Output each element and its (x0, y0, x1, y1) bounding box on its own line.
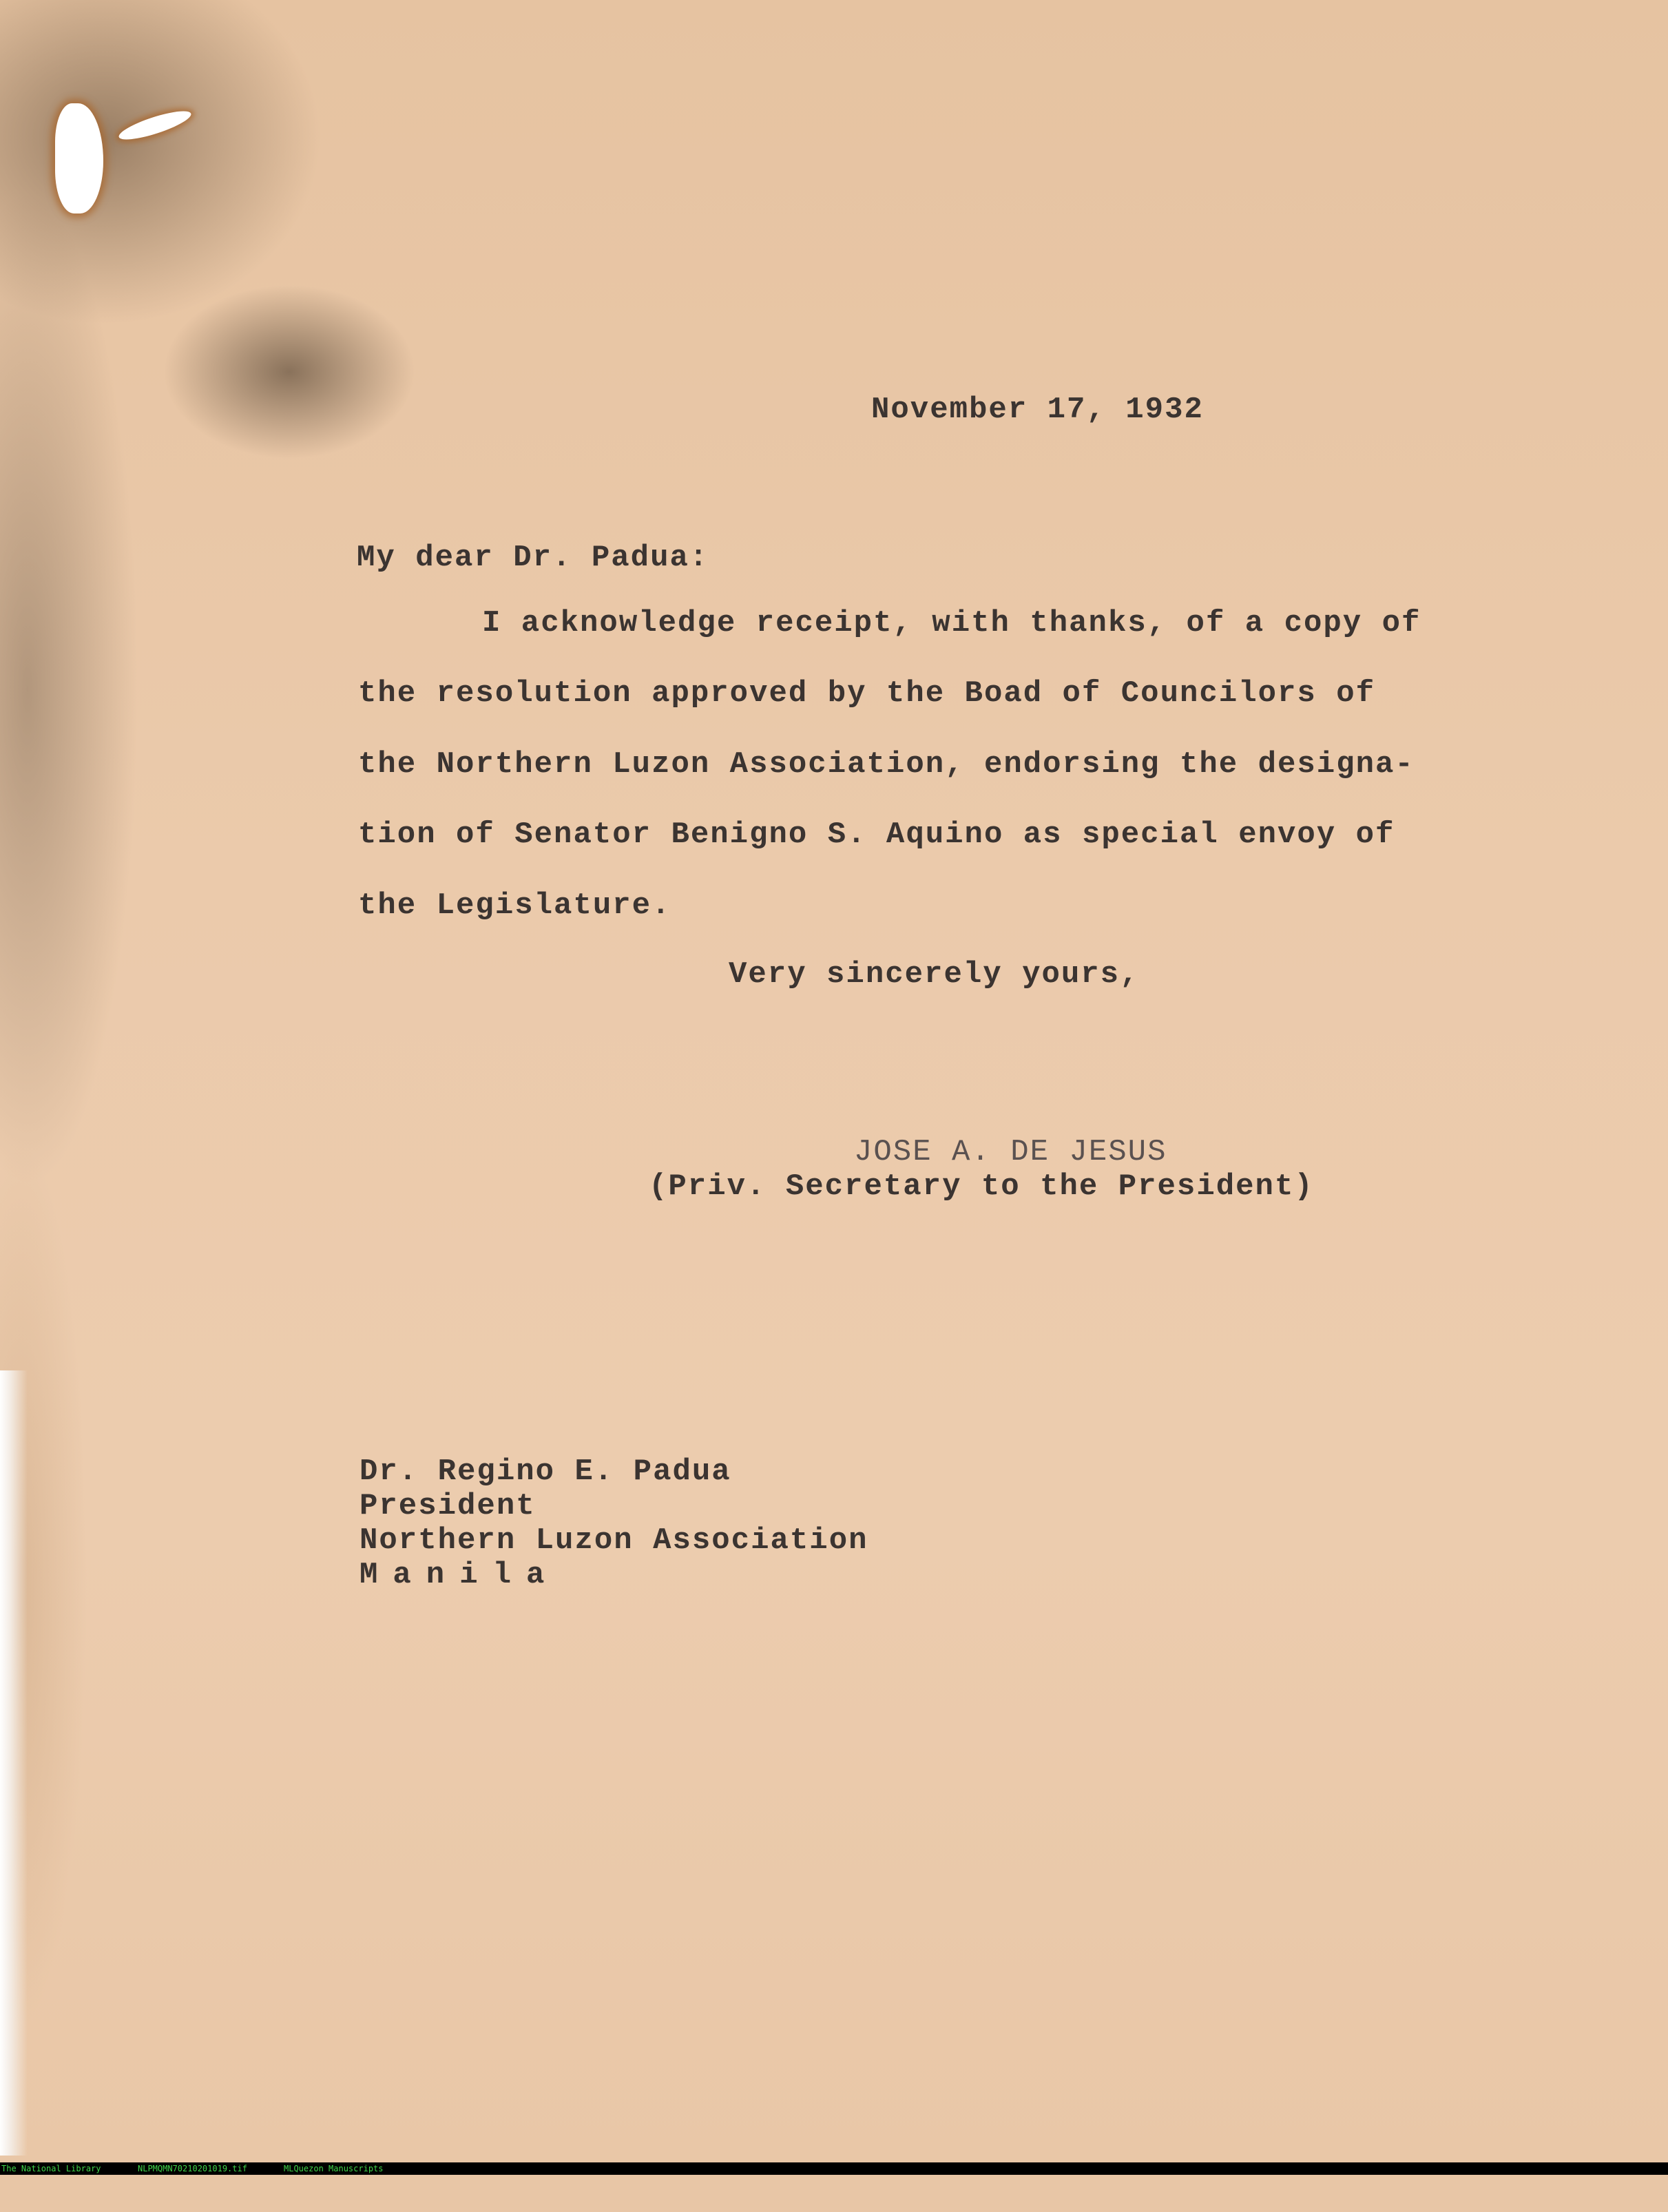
body-line-2: the resolution approved by the Boad of Councilors of (358, 676, 1376, 711)
burn-hole-stain (55, 103, 103, 213)
address-line-2: President (359, 1489, 536, 1523)
body-line-3: the Northern Luzon Association, endorsing the designa- (358, 747, 1415, 782)
salutation: My dear Dr. Padua: (357, 541, 709, 575)
footer-library: The National Library (1, 2164, 101, 2173)
letter-date: November 17, 1932 (871, 393, 1204, 427)
scan-footer-bar (0, 2162, 1668, 2175)
torn-edge (0, 1370, 28, 2156)
footer-collection: MLQuezon Manuscripts (284, 2164, 384, 2173)
footer-file: NLPMQMN70210201019.tif (138, 2164, 247, 2173)
body-line-5: the Legislature. (358, 888, 671, 923)
closing: Very sincerely yours, (729, 957, 1140, 992)
address-line-4: Manila (359, 1558, 560, 1592)
signatory-title: (Priv. Secretary to the President) (649, 1169, 1314, 1204)
burn-hole-stain-small (116, 106, 194, 145)
address-line-3: Northern Luzon Association (359, 1523, 868, 1558)
body-line-4: tion of Senator Benigno S. Aquino as special envoy of (358, 817, 1395, 852)
signatory-name: JOSE A. DE JESUS (854, 1135, 1167, 1169)
body-line-1: I acknowledge receipt, with thanks, of a copy of (482, 606, 1421, 640)
address-line-1: Dr. Regino E. Padua (359, 1454, 731, 1489)
